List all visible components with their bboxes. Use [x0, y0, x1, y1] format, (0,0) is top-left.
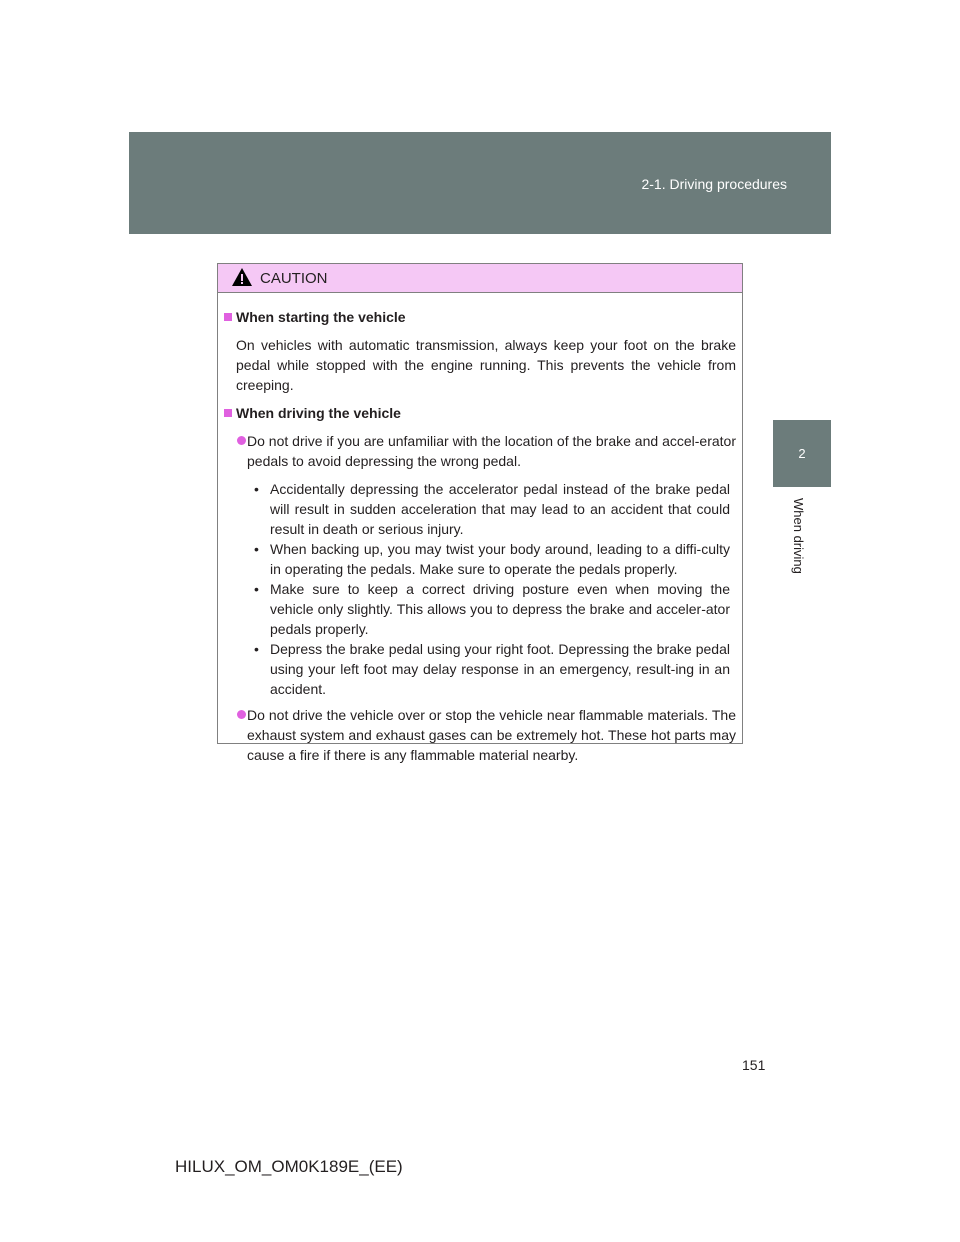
heading-text: When starting the vehicle — [236, 309, 406, 325]
square-bullet-icon — [224, 313, 232, 321]
section-heading — [224, 403, 736, 423]
page-number: 151 — [742, 1057, 766, 1073]
caution-header — [218, 264, 742, 293]
sub-item-text: Accidentally depressing the accelerator pedal instead of the brake pedal will result in sudden acceleration that may lead to an accident that could result in death or serious injury. — [270, 481, 730, 537]
sub-item-text: Make sure to keep a correct driving posture even when moving the vehicle only slightly. This allows you to depress the brake and acceler-ator pedals properly. — [270, 581, 730, 637]
square-bullet-icon — [224, 409, 232, 417]
sub-list — [224, 479, 736, 699]
sub-item-text: Depress the brake pedal using your right foot. Depressing the brake pedal using your left foot may delay response in an emergency, result-ing in an accident. — [270, 641, 730, 697]
list-item — [224, 431, 736, 471]
document-code: HILUX_OM_OM0K189E_(EE) — [175, 1157, 403, 1176]
chapter-label: When driving — [791, 498, 806, 574]
list-item-text: Do not drive if you are unfamiliar with the location of the brake and accel-erator pedals to avoid depressing the wrong pedal. — [247, 433, 736, 469]
list-item-text: Do not drive the vehicle over or stop the vehicle near flammable materials. The exhaust system and exhaust gases can be extremely hot. These hot parts may cause a fire if there is any flammable material nearby. — [247, 707, 736, 763]
section-title: 2-1. Driving procedures — [641, 176, 787, 192]
list-item — [224, 705, 736, 765]
dot-bullet-icon: • — [254, 581, 259, 597]
circle-bullet-icon — [237, 436, 246, 445]
caution-box — [217, 263, 743, 763]
circle-bullet-icon — [237, 710, 246, 719]
paragraph: On vehicles with automatic transmission, always keep your foot on the brake pedal while stopped with the engine running. This prevents the vehicle from creeping. — [236, 337, 736, 393]
dot-bullet-icon: • — [254, 641, 259, 657]
caution-body — [218, 293, 742, 765]
warning-triangle-icon — [231, 267, 253, 287]
sub-list-item — [254, 579, 730, 639]
section-heading — [224, 307, 736, 327]
dot-bullet-icon: • — [254, 541, 259, 557]
caution-title: CAUTION — [260, 270, 328, 287]
chapter-tab: 2 — [773, 420, 831, 487]
header-bar — [129, 132, 831, 234]
heading-text: When driving the vehicle — [236, 405, 401, 421]
sub-list-item — [254, 639, 730, 699]
dot-bullet-icon: • — [254, 481, 259, 497]
sub-list-item — [254, 479, 730, 539]
sub-item-text: When backing up, you may twist your body around, leading to a diffi-culty in operating the pedals. Make sure to operate the pedals properly. — [270, 541, 730, 577]
sub-list-item — [254, 539, 730, 579]
